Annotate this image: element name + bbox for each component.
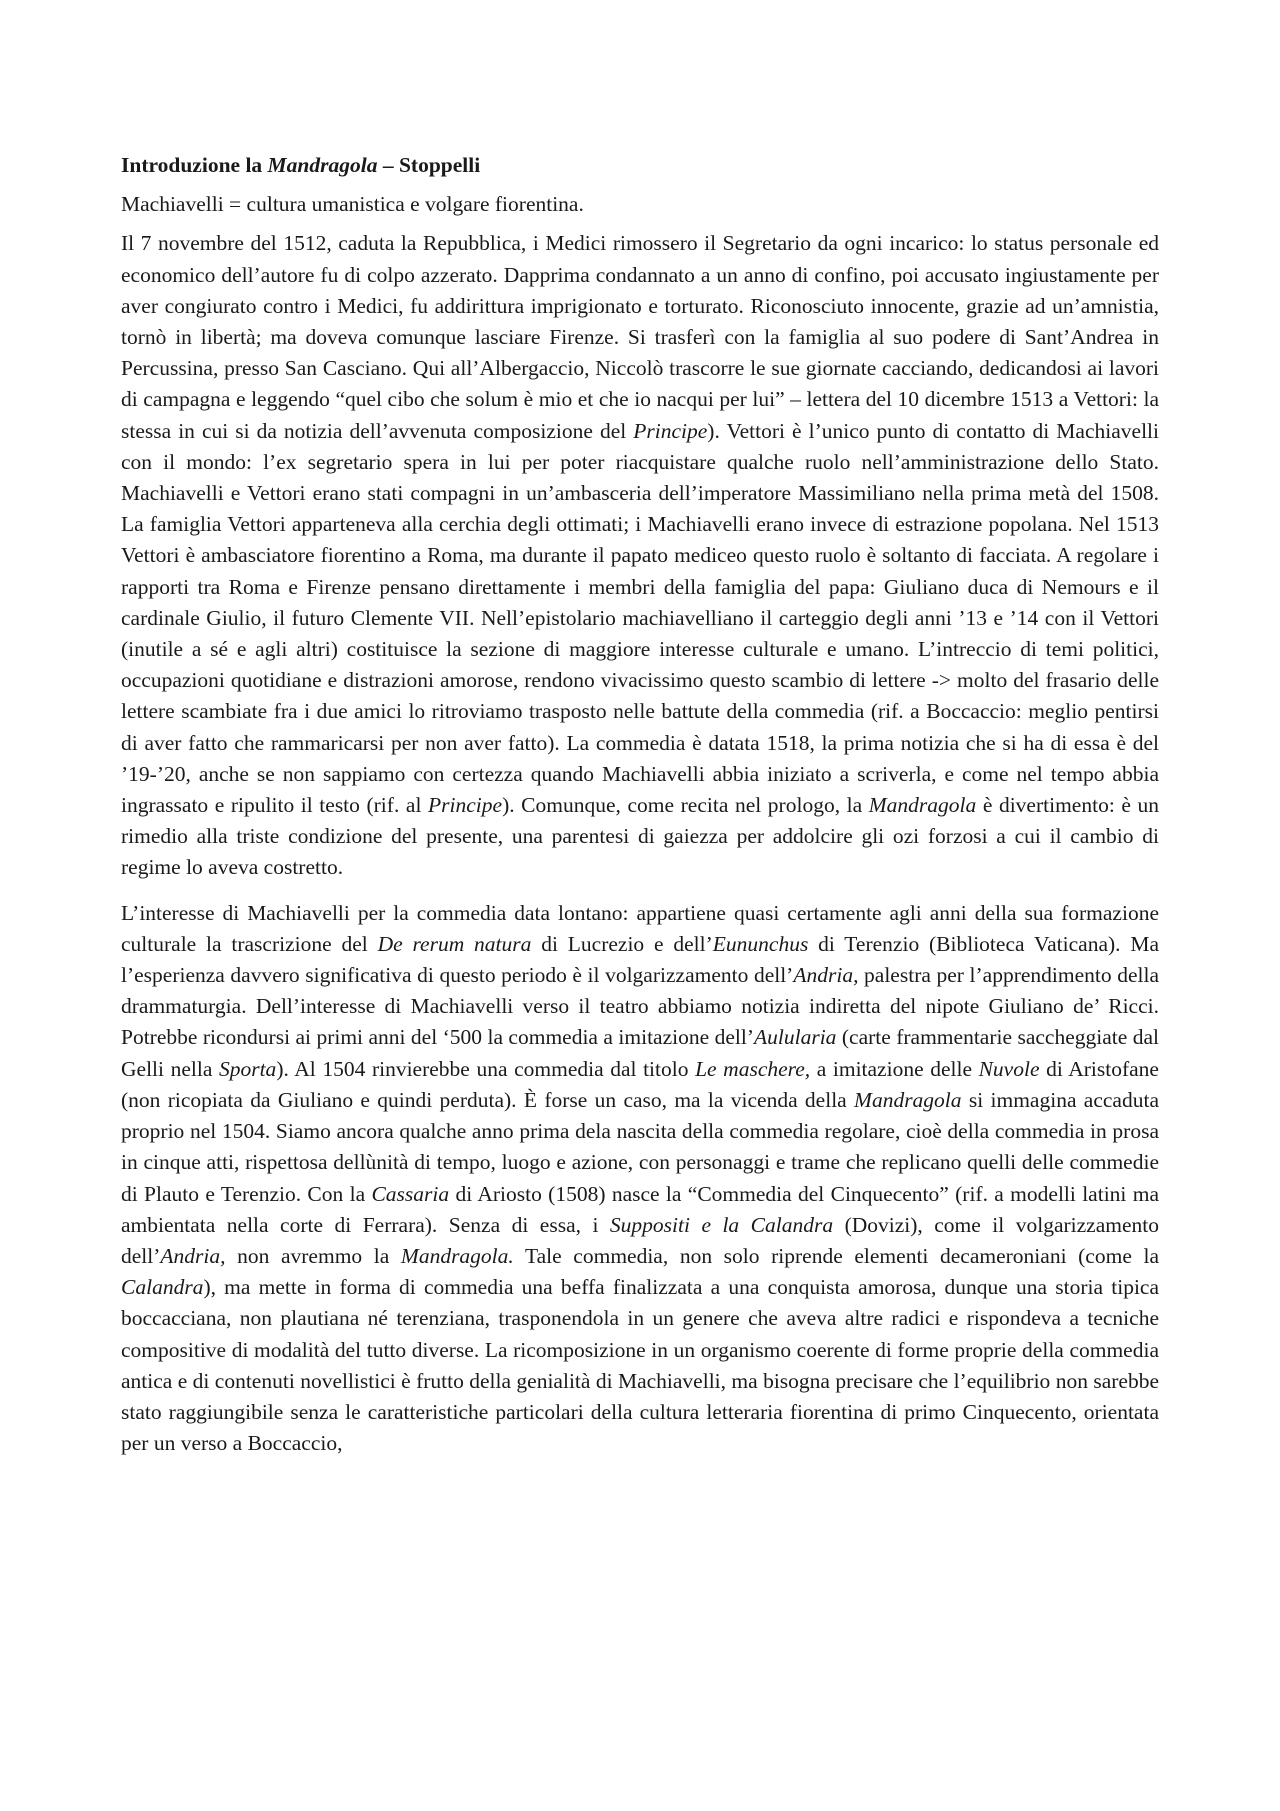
paragraph <box>121 189 1159 220</box>
italic-text-run: Andria, <box>160 1243 226 1268</box>
document-title <box>121 150 1159 181</box>
text-run: di Lucrezio e dell’ <box>531 931 713 956</box>
italic-text-run: Mandragola <box>868 793 977 818</box>
text-run: ). Al 1504 rinvierebbe una commedia dal titolo <box>276 1056 696 1081</box>
title-part: – Stoppelli <box>377 153 481 177</box>
italic-text-run: De rerum natura <box>377 931 532 956</box>
italic-text-run: Mandragola. <box>400 1243 514 1268</box>
italic-text-run: Aulularia <box>754 1025 837 1050</box>
text-run: (carte frammentarie saccheggiate dal Gelli nella <box>121 1025 1159 1081</box>
italic-text-run: Nuvole <box>978 1056 1040 1081</box>
italic-text-run: Mandragola <box>854 1087 962 1112</box>
text-run: di Ariosto (1508) nasce la “Commedia del Cinquecento” (rif. a modelli latini ma ambientata nella corte di Ferrara). Senza di essa, i <box>121 1181 1159 1237</box>
italic-text-run: Andria, <box>793 963 859 988</box>
text-run: a imitazione delle <box>810 1056 979 1081</box>
text-run: di Aristofane (non ricopiata da Giuliano e quindi perduta). È forse un caso, ma la vicenda della <box>121 1056 1159 1112</box>
italic-text-run: Calandra <box>121 1275 204 1300</box>
italic-text-run: Principe <box>633 418 708 443</box>
italic-text-run: Cassaria <box>371 1181 450 1206</box>
text-run: (Dovizi), come il volgarizzamento dell’ <box>121 1212 1159 1268</box>
text-run: ), ma mette in forma di commedia una beffa finalizzata a una conquista amorosa, dunque una storia tipica boccacciana, non plautiana né terenziana, trasponendola in un genere che aveva altre radici e rispondeva a tecniche compositive di modalità del tutto diverse. La ricomposizione in un organismo coerente di forme proprie della commedia antica e di contenuti novellistici è frutto della genialità di Machiavelli, ma bisogna precisare che l’equilibrio non sarebbe stato raggiungibile senza le caratteristiche particolari della cultura letteraria fiorentina di primo Cinquecento, orientata per un verso a Boccaccio, <box>121 1275 1159 1456</box>
text-run: si immagina accaduta proprio nel 1504. Siamo ancora qualche anno prima dela nascita della commedia regolare, cioè della commedia in prosa in cinque atti, rispettosa dellùnità di tempo, luogo e azione, con personaggi e trame che replicano quelli delle commedie di Plauto e Terenzio. Con la <box>121 1087 1159 1206</box>
italic-text-run: Suppositi e la Calandra <box>609 1212 834 1237</box>
document-body <box>121 150 1159 1473</box>
text-run: ). Comunque, come recita nel prologo, la <box>502 793 869 818</box>
text-run: Il 7 novembre del 1512, caduta la Repubblica, i Medici rimossero il Segretario da ogni incarico: lo status personale ed economico dell’autore fu di colpo azzerato. Dapprima condannato a un anno di confino, poi accusato ingiustamente per aver congiurato contro i Medici, fu addirittura imprigionato e torturato. Riconosciuto innocente, grazie ad un’amnistia, tornò in libertà; ma doveva comunque lasciare Firenze. Si trasferì con la famiglia al suo podere di Sant’Andrea in Percussina, presso San Casciano. Qui all’Albergaccio, Niccolò trascorre le sue giornate cacciando, dedicandosi ai lavori di campagna e leggendo “quel cibo che solum è mio et che io nacqui per lui” – lettera del 10 dicembre 1513 a Vettori: la stessa in cui si da notizia dell’avvenuta composizione del <box>121 231 1159 443</box>
paragraph <box>121 898 1159 1460</box>
italic-text-run: Principe <box>428 793 503 818</box>
text-run: Machiavelli = cultura umanistica e volgare fiorentina. <box>121 192 584 217</box>
italic-text-run: Sporta <box>218 1056 277 1081</box>
text-run: è divertimento: è un rimedio alla triste condizione del presente, una parentesi di gaiezza per addolcire gli ozi forzosi a cui il cambio di regime lo aveva costretto. <box>121 793 1160 880</box>
text-run: di Terenzio (Biblioteca Vaticana). Ma l’esperienza davvero significativa di questo periodo è il volgarizzamento dell’ <box>121 931 1159 988</box>
text-run: L’interesse di Machiavelli per la commedia data lontano: appartiene quasi certamente agli anni della sua formazione culturale la trascrizione del <box>121 900 1159 956</box>
italic-text-run: Eununchus <box>712 931 809 956</box>
paragraph <box>121 228 1159 883</box>
title-part: Introduzione la <box>121 153 268 177</box>
text-run: ). Vettori è l’unico punto di contatto di Machiavelli con il mondo: l’ex segretario spera in lui per poter riacquistare qualche ruolo nell’amministrazione dello Stato. Machiavelli e Vettori erano stati compagni in un’ambasceria dell’imperatore Massimiliano nella prima metà del 1508. La famiglia Vettori apparteneva alla cerchia degli ottimati; i Machiavelli erano invece di estrazione popolana. Nel 1513 Vettori è ambasciatore fiorentino a Roma, ma durante il papato mediceo questo ruolo è soltanto di facciata. A regolare i rapporti tra Roma e Firenze pensano direttamente i membri della famiglia del papa: Giuliano duca di Nemours e il cardinale Giulio, il futuro Clemente VII. Nell’epistolario machiavelliano il carteggio degli anni ’13 e ’14 con il Vettori (inutile a sé e agli altri) costituisce la sezione di maggiore interesse culturale e umano. L’intreccio di temi politici, occupazioni quotidiane e distrazioni amorose, rendono vivacissimo questo scambio di lettere -> molto del frasario delle lettere scambiate fra i due amici lo ritroviamo trasposto nelle battute della commedia (rif. a Boccaccio: meglio pentirsi di aver fatto che rammaricarsi per non aver fatto). La commedia è datata 1518, la prima notizia che si ha di essa è del ’19-’20, anche se non sappiamo con certezza quando Machiavelli abbia iniziato a scriverla, e come nel tempo abbia ingrassato e ripulito il testo (rif. al <box>121 418 1159 818</box>
text-run: Tale commedia, non solo riprende elementi decameroniani (come la <box>513 1243 1159 1268</box>
paragraph-list <box>121 189 1159 1459</box>
italic-text-run: Le maschere, <box>695 1056 811 1081</box>
text-run: non avremmo la <box>225 1243 401 1268</box>
text-run: palestra per l’apprendimento della drammaturgia. Dell’interesse di Machiavelli verso il teatro abbiamo notizia indiretta del nipote Giuliano de’ Ricci. Potrebbe ricondursi ai primi anni del ‘500 la commedia a imitazione dell’ <box>121 963 1159 1050</box>
title-part-italic: Mandragola <box>267 153 378 177</box>
